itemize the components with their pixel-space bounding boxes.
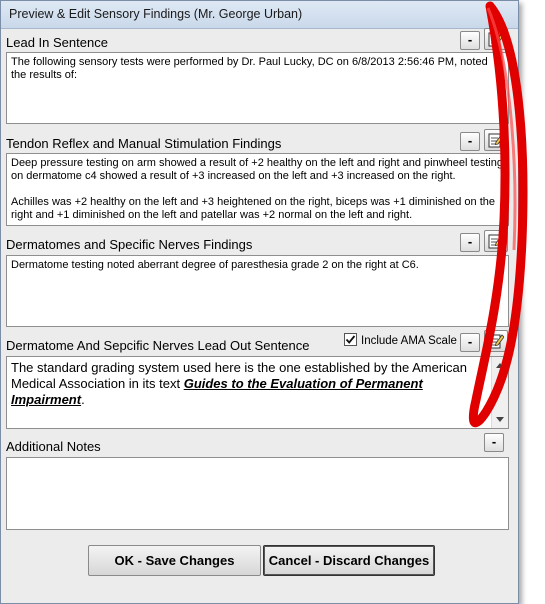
lead-in-textarea[interactable]: [6, 52, 509, 124]
lead-out-text-main: The standard grading system used here is the one established by the American Medical Association in its text: [11, 360, 467, 391]
lead-out-scrollbar[interactable]: [491, 357, 508, 428]
include-ama-scale-checkbox[interactable]: [344, 333, 357, 346]
tendon-reflex-text-1: Deep pressure testing on arm showed a result of +2 healthy on the left and right and pinwheel testing on dermatome c4 showed a result of +3 increased on the left and +3 increased on the right.: [11, 157, 503, 182]
window-title: Preview & Edit Sensory Findings (Mr. George Urban): [9, 7, 303, 21]
lead-in-edit-button[interactable]: [484, 28, 508, 50]
additional-notes-textarea[interactable]: [6, 457, 509, 530]
cancel-discard-button[interactable]: Cancel - Discard Changes: [263, 545, 435, 576]
tendon-reflex-edit-button[interactable]: [484, 129, 508, 151]
lead-out-collapse-button[interactable]: -: [460, 333, 480, 352]
additional-notes-label: Additional Notes: [6, 439, 101, 454]
ok-save-button[interactable]: OK - Save Changes: [88, 545, 261, 576]
dermatomes-textarea[interactable]: [6, 255, 509, 327]
dermatomes-collapse-button[interactable]: -: [460, 233, 480, 252]
lead-out-label: Dermatome And Sepcific Nerves Lead Out Sentence: [6, 338, 310, 353]
edit-note-icon: [488, 333, 504, 349]
include-ama-scale-toggle[interactable]: [344, 333, 457, 347]
tendon-reflex-collapse-button[interactable]: -: [460, 132, 480, 151]
include-ama-scale-label: Include AMA Scale: [361, 335, 457, 347]
checkmark-icon: [345, 334, 356, 345]
title-bar[interactable]: [1, 1, 518, 29]
lead-in-text: The following sensory tests were performed by Dr. Paul Lucky, DC on 6/8/2013 2:56:46 PM, noted the results of:: [11, 56, 488, 81]
scroll-down-icon[interactable]: [496, 417, 504, 422]
lead-out-edit-button[interactable]: [484, 330, 508, 352]
dermatomes-edit-button[interactable]: [484, 230, 508, 252]
lead-out-textarea[interactable]: [6, 356, 509, 429]
edit-note-icon: [488, 31, 504, 47]
tendon-reflex-label: Tendon Reflex and Manual Stimulation Findings: [6, 136, 282, 151]
lead-in-collapse-button[interactable]: -: [460, 31, 480, 50]
lead-out-text: [11, 360, 486, 408]
lead-out-text-end: .: [81, 392, 85, 407]
tendon-reflex-text-2: Achilles was +2 healthy on the left and +3 heightened on the right, biceps was +1 diminished on the right and +1 diminished on the left and patellar was +2 normal on the left and right.: [11, 196, 496, 221]
edit-note-icon: [488, 132, 504, 148]
dermatomes-text: Dermatome testing noted aberrant degree of paresthesia grade 2 on the right at C6.: [11, 259, 419, 271]
edit-note-icon: [488, 233, 504, 249]
scroll-up-icon[interactable]: [496, 363, 504, 368]
additional-notes-collapse-button[interactable]: -: [484, 433, 504, 452]
tendon-reflex-textarea[interactable]: [6, 153, 509, 226]
lead-out-text-emphasis: Guides to the Evaluation of Permanent Impairment: [11, 376, 423, 407]
dermatomes-label: Dermatomes and Specific Nerves Findings: [6, 237, 253, 252]
lead-in-label: Lead In Sentence: [6, 35, 108, 50]
